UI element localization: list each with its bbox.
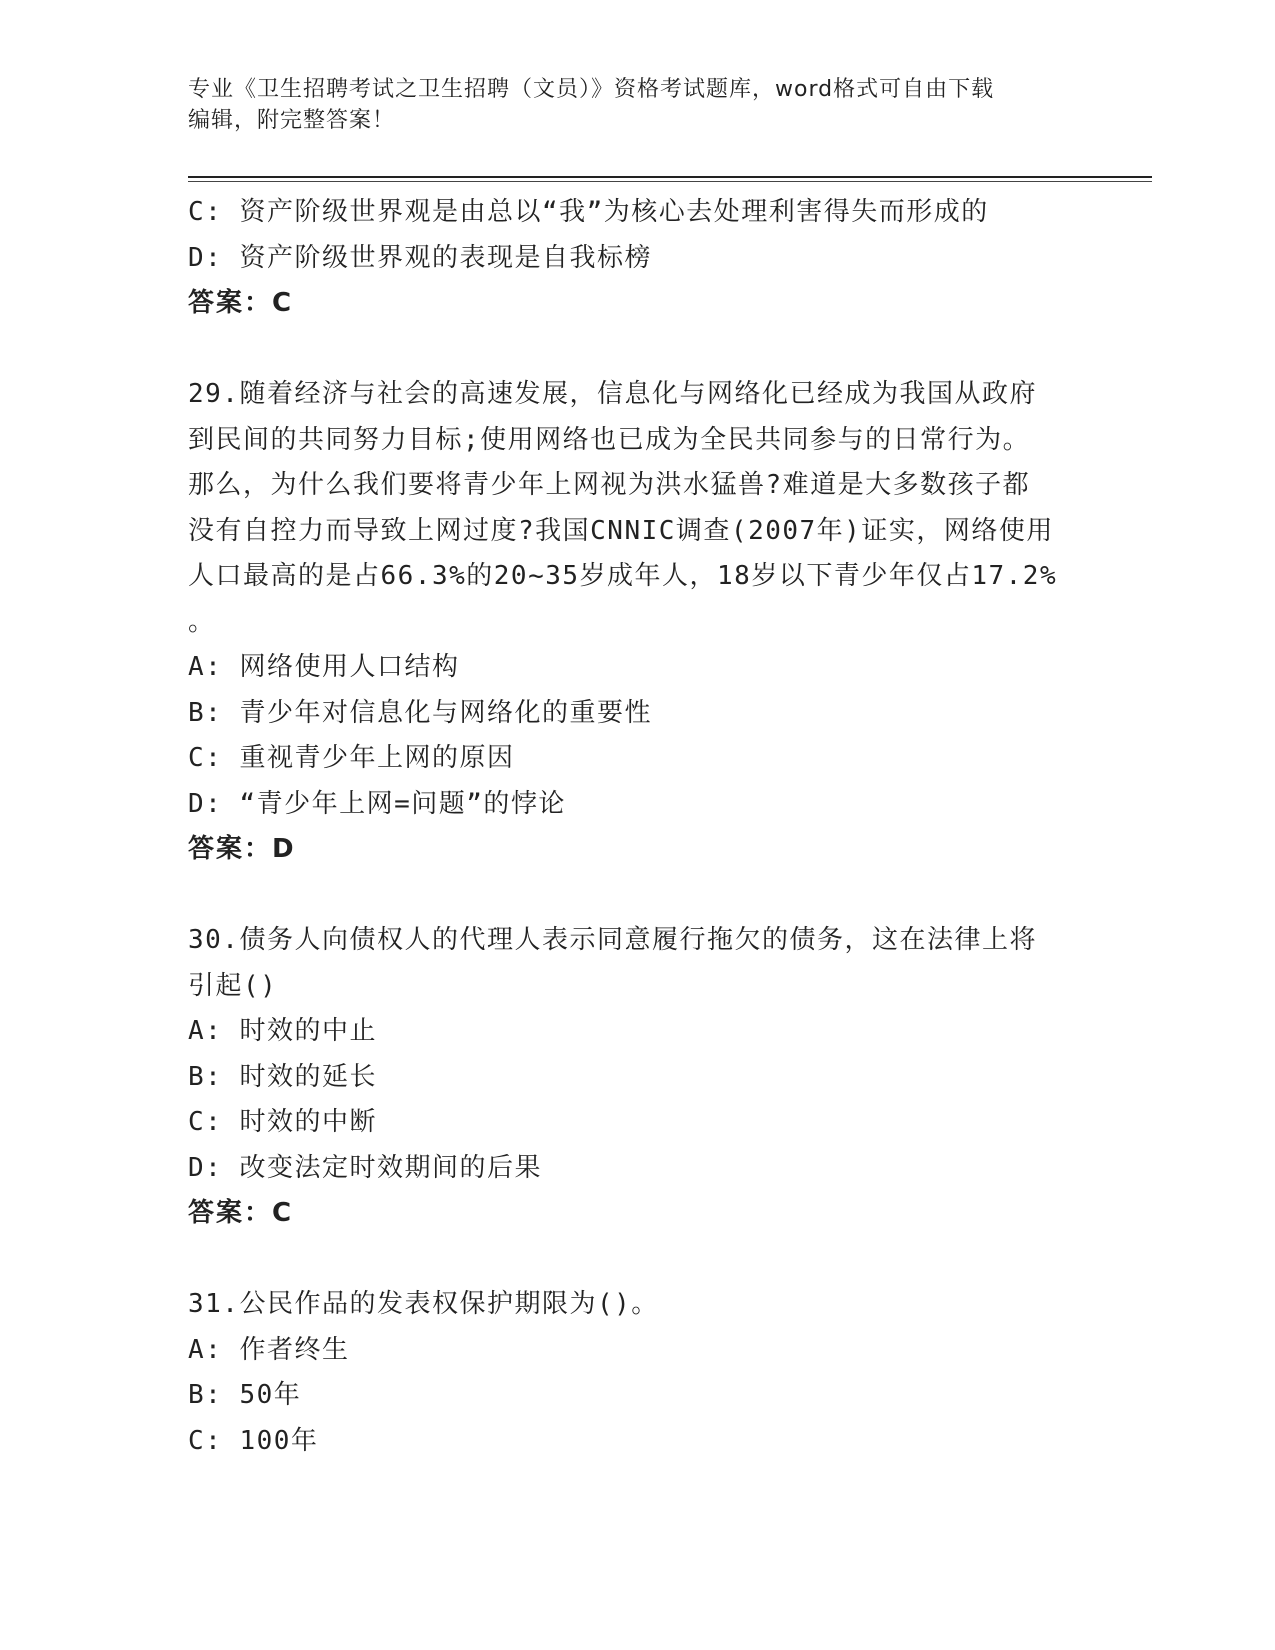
q31-option-a: A: 作者终生 — [188, 1334, 350, 1365]
spacer — [188, 1237, 1088, 1283]
q29-stem-line-6: 。 — [188, 606, 216, 637]
q29-option-a: A: 网络使用人口结构 — [188, 652, 460, 682]
header-line-2: 编辑，附完整答案！ — [188, 108, 396, 133]
q29-stem-line-1: 29.随着经济与社会的高速发展，信息化与网络化已经成为我国从政府 — [188, 379, 1037, 409]
q29-stem-line-2: 到民间的共同努力目标;使用网络也已成为全民共同参与的日常行为。 — [188, 424, 1031, 455]
question-content — [188, 190, 1088, 1464]
q29-answer: 答案：D — [188, 834, 296, 864]
q29-stem-line-4: 没有自控力而导致上网过度?我国CNNIC调查(2007年)证实，网络使用 — [188, 515, 1054, 546]
q30-option-d: D: 改变法定时效期间的后果 — [188, 1152, 542, 1183]
q30-stem-line-2: 引起() — [188, 970, 278, 1001]
header-line-1: 专业《卫生招聘考试之卫生招聘（文员）》资格考试题库，word格式可自由下载 — [188, 77, 995, 102]
q31-option-c: C: 100年 — [188, 1425, 319, 1456]
q31-option-b: B: 50年 — [188, 1380, 302, 1410]
header-rule-thin — [188, 181, 1152, 182]
q30-answer: 答案：C — [188, 1198, 294, 1228]
prev-option-d: D: 资产阶级世界观的表现是自我标榜 — [188, 242, 652, 273]
document-header — [188, 74, 1088, 136]
header-rule-thick — [188, 176, 1152, 178]
q29-stem-line-3: 那么，为什么我们要将青少年上网视为洪水猛兽?难道是大多数孩子都 — [188, 470, 1031, 500]
q29-option-b: B: 青少年对信息化与网络化的重要性 — [188, 697, 652, 728]
spacer — [188, 873, 1088, 919]
q29-stem-line-5: 人口最高的是占66.3%的20~35岁成年人，18岁以下青少年仅占17.2% — [188, 561, 1058, 591]
prev-option-c: C: 资产阶级世界观是由总以“我”为核心去处理利害得失而形成的 — [188, 197, 989, 227]
q30-stem-line-1: 30.债务人向债权人的代理人表示同意履行拖欠的债务，这在法律上将 — [188, 925, 1037, 955]
q30-option-c: C: 时效的中断 — [188, 1107, 377, 1137]
q30-option-a: A: 时效的中止 — [188, 1016, 377, 1046]
prev-answer: 答案：C — [188, 288, 294, 318]
spacer — [188, 327, 1088, 373]
q30-option-b: B: 时效的延长 — [188, 1061, 377, 1092]
q29-option-c: C: 重视青少年上网的原因 — [188, 743, 515, 773]
q29-option-d: D: “青少年上网=问题”的悖论 — [188, 788, 566, 819]
q31-stem-line-1: 31.公民作品的发表权保护期限为()。 — [188, 1289, 659, 1319]
